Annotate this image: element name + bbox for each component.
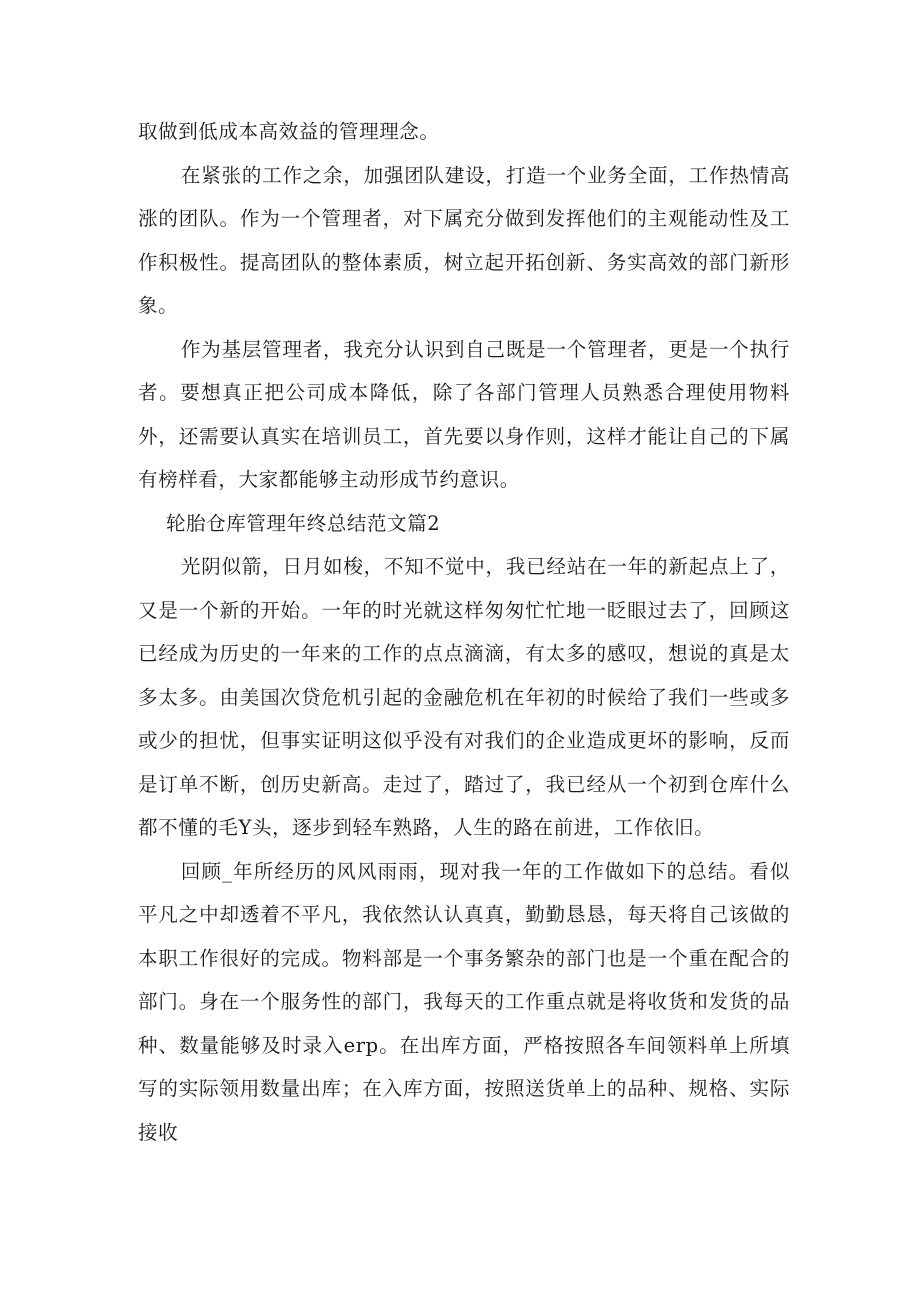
paragraph-work-summary: 回顾_年所经历的风风雨雨，现对我一年的工作做如下的总结。看似平凡之中却透着不平凡，我依然认认真真，勤勤恳恳，每天将自己该做的本职工作很好的完成。物料部是一个事务繁杂的部门也是一个重在配合的部门。身在一个服务性的部门，我每天的工作重点就是将收货和发货的品种、数量能够及时录入erp。在出库方面，严格按照各车间领料单上所填写的实际领用数量出库；在入库方面，按照送货单上的品种、规格、实际接收 <box>138 859 790 1144</box>
paragraph-team-building: 在紧张的工作之余，加强团队建设，打造一个业务全面，工作热情高涨的团队。作为一个管理者，对下属充分做到发挥他们的主观能动性及工作积极性。提高团队的整体素质，树立起开拓创新、务实高效的部门新形象。 <box>138 163 790 317</box>
paragraph-year-review: 光阴似箭，日月如梭，不知不觉中，我已经站在一年的新起点上了，又是一个新的开始。一年的时光就这样匆匆忙忙地一眨眼过去了，回顾这已经成为历史的一年来的工作的点点滴滴，有太多的感叹，想说的真是太多太多。由美国次贷危机引起的金融危机在年初的时候给了我们一些或多或少的担忧，但事实证明这似乎没有对我们的企业造成更坏的影响，反而是订单不断，创历史新高。走过了，踏过了，我已经从一个初到仓库什么都不懂的毛Y头，逐步到轻车熟路，人生的路在前进，工作依旧。 <box>138 555 790 839</box>
document-body <box>138 110 790 1154</box>
paragraph-continuation: 取做到低成本高效益的管理理念。 <box>138 120 440 143</box>
section-heading: 轮胎仓库管理年终总结范文篇2 <box>166 511 441 535</box>
paragraph-manager-role: 作为基层管理者，我充分认识到自己既是一个管理者，更是一个执行者。要想真正把公司成本降低，除了各部门管理人员熟悉合理使用物料外，还需要认真实在培训员工，首先要以身作则，这样才能让自己的下属有榜样看，大家都能够主动形成节约意识。 <box>138 337 790 491</box>
